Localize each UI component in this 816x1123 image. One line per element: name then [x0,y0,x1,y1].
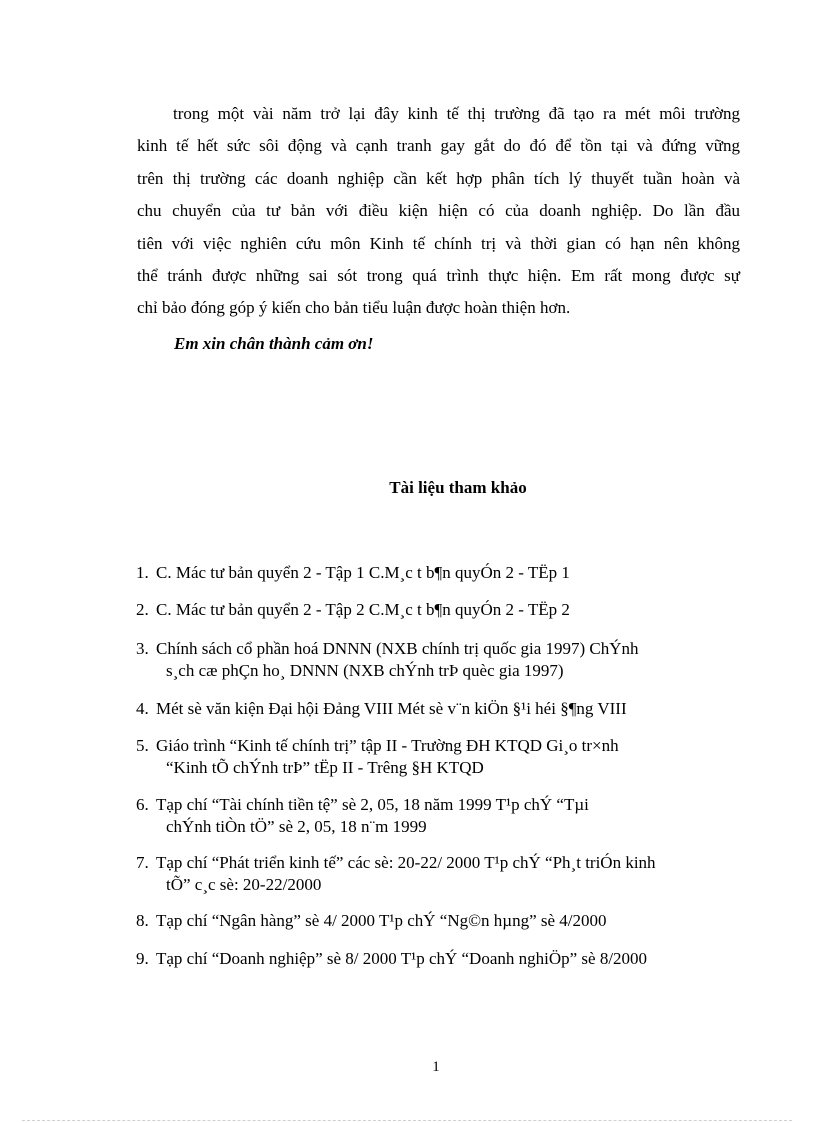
reference-item [136,562,746,584]
reference-text: Mét sè văn kiện Đại hội Đảng VIII Mét sè v¨n kiÖn §¹i héi §¶ng VIII [156,699,627,718]
reference-text-continued: tÕ” c¸c sè: 20-22/2000 [166,875,322,894]
intro-line: tiên với việc nghiên cứu môn Kinh tế chính trị và thời gian có hạn nên không [137,233,740,253]
reference-item [136,599,746,621]
reference-item [136,638,746,682]
reference-number: 9. [136,949,149,968]
intro-line: chu chuyển của tư bản với điều kiện hiện có của doanh nghiệp. Do lần đầu [137,201,740,221]
reference-number: 5. [136,736,149,755]
reference-text-continued: “Kinh tÕ chÝnh trÞ” tËp II - Trêng §H KTQD [166,758,484,777]
reference-number: 6. [136,795,149,814]
reference-item [136,948,746,970]
reference-item [136,735,746,779]
reference-text-continued: chÝnh tiÒn tÖ” sè 2, 05, 18 n¨m 1999 [166,817,427,836]
intro-line: kinh tế hết sức sôi động và cạnh tranh gay gắt do đó để tồn tại và đứng vững [137,136,740,156]
reference-text: Tạp chí “Doanh nghiệp” sè 8/ 2000 T¹p chÝ “Doanh nghiÖp” sè 8/2000 [156,949,648,968]
page-bottom-divider [22,1120,792,1121]
thanks-line: Em xin chân thành cảm ơn! [174,334,374,353]
reference-text-continued: s¸ch cæ phÇn ho¸ DNNN (NXB chÝnh trÞ quèc gia 1997) [166,661,564,680]
reference-text: C. Mác tư bản quyển 2 - Tập 1 C.M¸c t b¶n quyÓn 2 - TËp 1 [156,563,570,582]
reference-text: C. Mác tư bản quyển 2 - Tập 2 C.M¸c t b¶n quyÓn 2 - TËp 2 [156,600,570,619]
reference-text: Tạp chí “Ngân hàng” sè 4/ 2000 T¹p chÝ “Ng©n hµng” sè 4/2000 [156,911,607,930]
intro-line: trong một vài năm trở lại đây kinh tế thị trường đã tạo ra mét môi trường [173,104,740,123]
reference-item [136,794,746,838]
reference-item [136,852,746,896]
page-number: 1 [432,1059,440,1075]
reference-number: 3. [136,639,149,658]
reference-item [136,698,746,720]
reference-text: Giáo trình “Kinh tế chính trị” tập II - Trường ĐH KTQD Gi¸o tr×nh [156,736,619,755]
intro-line: thể tránh được những sai sót trong quá trình thực hiện. Em rất mong được sự [137,266,740,286]
references-title: Tài liệu tham khảo [389,478,527,497]
reference-number: 8. [136,911,149,930]
intro-line: chỉ bảo đóng góp ý kiến cho bản tiểu luận được hoàn thiện hơn. [137,298,571,318]
intro-line: trên thị trường các doanh nghiệp cần kết hợp phân tích lý thuyết tuần hoàn và [137,168,740,188]
reference-text: Chính sách cổ phần hoá DNNN (NXB chính trị quốc gia 1997) ChÝnh [156,639,639,658]
reference-text: Tạp chí “Phát triển kinh tế” các sè: 20-22/ 2000 T¹p chÝ “Ph¸t triÓn kinh [156,853,656,872]
reference-number: 2. [136,600,149,619]
reference-number: 7. [136,853,149,872]
reference-number: 4. [136,699,149,718]
reference-item [136,910,746,932]
intro-paragraph [137,98,740,325]
reference-text: Tạp chí “Tài chính tiền tệ” sè 2, 05, 18 năm 1999 T¹p chÝ “Tµi [156,795,589,814]
reference-number: 1. [136,563,149,582]
